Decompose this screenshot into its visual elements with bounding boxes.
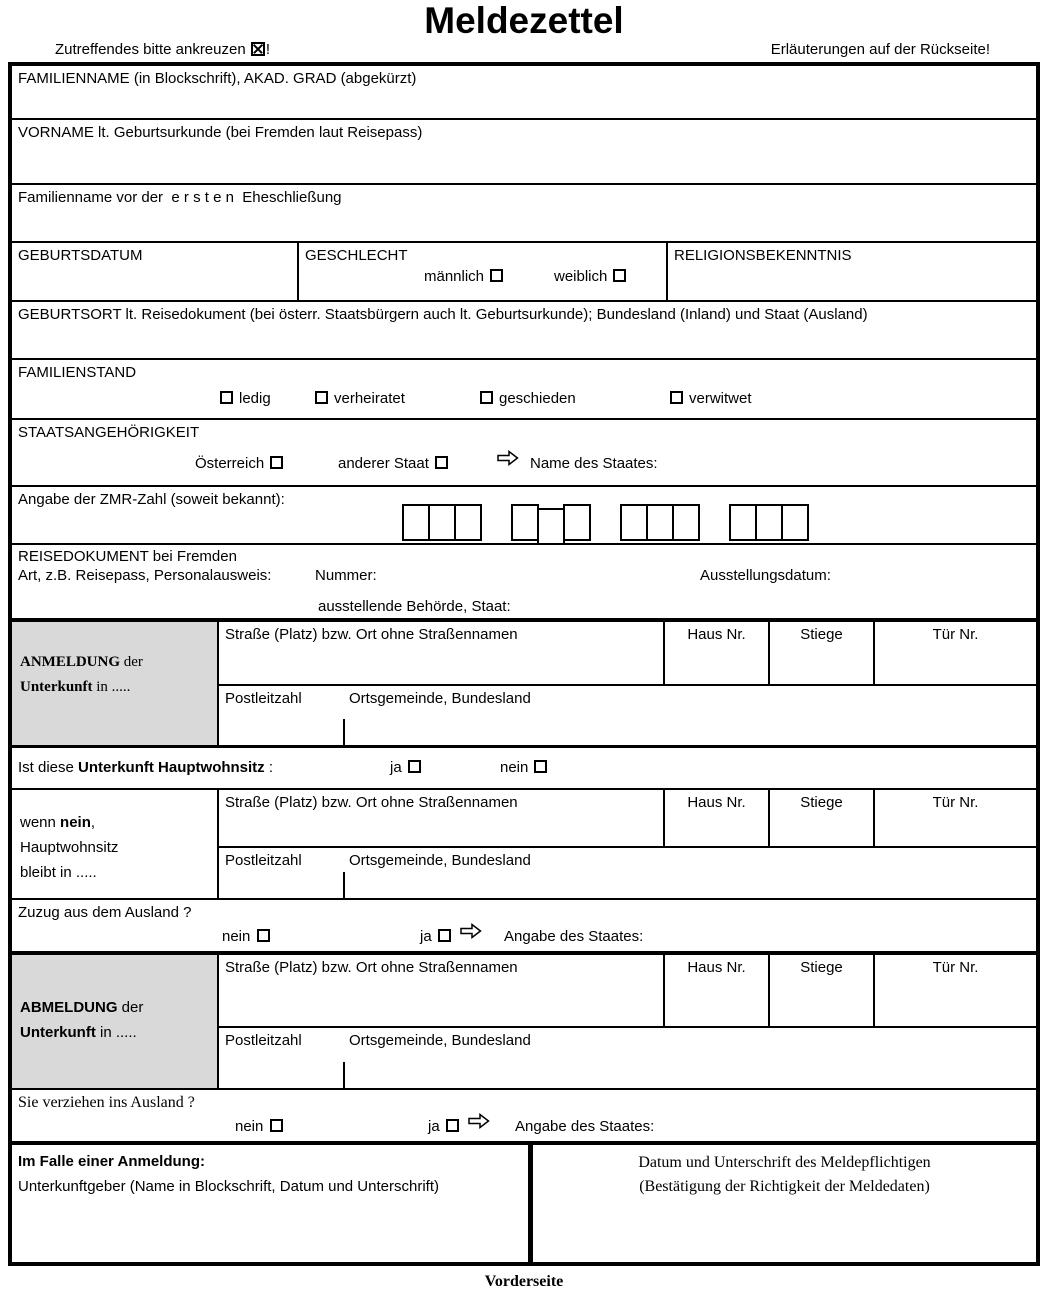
option-oesterreich-label: Österreich [195, 455, 265, 472]
zuzug-staat-field[interactable]: Angabe des Staates: [504, 928, 644, 945]
abmeldung-line2 [20, 1020, 217, 1045]
option-verziehen-ja [428, 1117, 459, 1136]
zmr-group-4 [729, 504, 809, 545]
field-familienname-vor-ehe[interactable] [12, 185, 1036, 243]
zmr-digit-cell[interactable] [729, 504, 757, 541]
anmeldung-stiege-field[interactable] [768, 622, 873, 684]
abmeldung-line1 [20, 995, 217, 1020]
abmeldung-unterkunft: Unterkunft [20, 1024, 96, 1041]
ortsgemeinde-header: Ortsgemeinde, Bundesland [349, 690, 531, 707]
anmeldung-hausnr-field[interactable] [663, 622, 768, 684]
anmeldung-word: ANMELDUNG [20, 654, 120, 670]
arrow-right-icon [460, 923, 482, 942]
anmeldung-fall-label: Im Falle einer Anmeldung: [18, 1153, 205, 1170]
field-familienname-label: FAMILIENNAME (in Blockschrift), AKAD. GRAD (abgekürzt) [18, 70, 417, 87]
unterkunftgeber-box[interactable] [12, 1145, 533, 1262]
field-staatsangehoerigkeit-label: STAATSANGEHÖRIGKEIT [18, 424, 200, 441]
option-ja-label: ja [420, 928, 432, 945]
abmeldung-side-label [12, 955, 219, 1088]
zmr-digit-cell[interactable] [454, 504, 482, 541]
zmr-digit-boxes [402, 504, 809, 545]
field-vorname[interactable] [12, 120, 1036, 185]
meldepflichtiger-signature-box[interactable] [533, 1145, 1036, 1262]
signature-line2: (Bestätigung der Richtigkeit der Meldedaten) [639, 1178, 930, 1195]
anmeldung-strasse-field[interactable] [219, 622, 663, 684]
zmr-group-1 [402, 504, 482, 545]
option-verwitwet-label: verwitwet [689, 390, 752, 407]
field-geschlecht [299, 243, 668, 300]
wenn-nein-line2: Hauptwohnsitz [20, 839, 119, 856]
hauptwohnsitz-hausnr-field[interactable] [663, 790, 768, 846]
form-body [8, 62, 1040, 1266]
field-geburtsort-label: GEBURTSORT lt. Reisedokument (bei österr. Staatsbürgern auch lt. Geburtsurkunde); Bundesland (Inland) und Staat (Ausland) [18, 306, 868, 323]
checkbox-anderer-staat[interactable] [435, 456, 448, 469]
option-hauptwohnsitz-ja [390, 758, 421, 777]
famname-prior-spaced: e r s t e n [171, 189, 234, 206]
question-hauptwohnsitz-text [18, 758, 273, 777]
field-familienname[interactable] [12, 66, 1036, 120]
anmeldung-side-label [12, 622, 219, 745]
option-hauptwohnsitz-nein [500, 758, 547, 777]
signature-boxes [12, 1145, 1036, 1262]
hauptwohnsitz-plz-row[interactable] [219, 848, 1036, 898]
field-geburtsort[interactable] [12, 302, 1036, 360]
stiege-header: Stiege [800, 959, 843, 976]
option-ledig-label: ledig [239, 390, 271, 407]
abmeldung-address [219, 955, 1036, 1088]
field-geburtsdatum-label: GEBURTSDATUM [18, 247, 143, 264]
abmeldung-address-top [219, 955, 1036, 1028]
wenn-nein-line3: bleibt in ..... [20, 864, 97, 881]
stiege-header: Stiege [800, 626, 843, 643]
field-staatsangehoerigkeit [12, 420, 1036, 487]
abmeldung-stiege-field[interactable] [768, 955, 873, 1026]
checkbox-weiblich[interactable] [613, 269, 626, 282]
field-geschlecht-label: GESCHLECHT [305, 247, 408, 264]
strasse-header: Straße (Platz) bzw. Ort ohne Straßennamen [225, 959, 518, 976]
wenn-nein-side-label [12, 790, 219, 898]
field-vorname-label: VORNAME lt. Geburtsurkunde (bei Fremden laut Reisepass) [18, 124, 423, 141]
tuernr-header: Tür Nr. [932, 626, 979, 643]
option-verheiratet [315, 389, 405, 408]
checkbox-verziehen-ja[interactable] [446, 1119, 459, 1132]
tuernr-header: Tür Nr. [932, 959, 979, 976]
unterkunftgeber-label: Unterkunftgeber (Name in Blockschrift, Datum und Unterschrift) [18, 1178, 439, 1195]
comma: , [90, 814, 96, 831]
arrow-right-icon [468, 1113, 490, 1132]
hauptwohnsitz-colon: : [264, 759, 274, 776]
question-zuzug-text: Zuzug aus dem Ausland ? [18, 904, 192, 921]
abmeldung-tuernr-field[interactable] [873, 955, 1036, 1026]
option-weiblich-label: weiblich [554, 268, 608, 285]
field-reisedokument [12, 545, 1036, 622]
hauptwohnsitz-tuernr-field[interactable] [873, 790, 1036, 846]
abmeldung-word: ABMELDUNG [20, 999, 118, 1016]
wenn-nein-line1 [20, 810, 217, 835]
option-weiblich [554, 267, 626, 286]
page-title: Meldezettel [424, 0, 624, 41]
ortsgemeinde-header: Ortsgemeinde, Bundesland [349, 1032, 531, 1049]
checkbox-hauptwohnsitz-ja[interactable] [408, 760, 421, 773]
plz-header: Postleitzahl [225, 1032, 302, 1049]
option-maennlich-label: männlich [424, 268, 485, 285]
anmeldung-plz-row[interactable] [219, 686, 1036, 745]
checkbox-zuzug-nein[interactable] [257, 929, 270, 942]
anmeldung-rest1: der [120, 654, 143, 670]
verziehen-staat-field[interactable]: Angabe des Staates: [515, 1118, 655, 1135]
checkbox-maennlich[interactable] [490, 269, 503, 282]
strasse-header: Straße (Platz) bzw. Ort ohne Straßennamen [225, 794, 518, 811]
zmr-digit-cell[interactable] [646, 504, 674, 541]
reisedokument-behoerde-field[interactable]: ausstellende Behörde, Staat: [318, 598, 511, 615]
zmr-digit-cell[interactable] [428, 504, 456, 541]
field-zmr [12, 487, 1036, 545]
checkbox-zuzug-ja[interactable] [438, 929, 451, 942]
hauptwohnsitz-strasse-field[interactable] [219, 790, 663, 846]
option-geschieden [480, 389, 576, 408]
page-footer: Vorderseite [484, 1273, 564, 1290]
section-hauptwohnsitz-bleibt [12, 790, 1036, 900]
zmr-digit-cell[interactable] [672, 504, 700, 541]
anmeldung-line2 [20, 675, 217, 700]
hausnr-header: Haus Nr. [687, 626, 746, 643]
checkbox-hauptwohnsitz-nein[interactable] [534, 760, 547, 773]
option-nein-label: nein [235, 1118, 264, 1135]
field-familienstand [12, 360, 1036, 420]
hausnr-header: Haus Nr. [687, 959, 746, 976]
question-verziehen-text: Sie verziehen ins Ausland ? [18, 1094, 195, 1111]
option-verwitwet [670, 389, 752, 408]
option-ja-label: ja [428, 1118, 440, 1135]
zmr-digit-cell[interactable] [402, 504, 430, 541]
abmeldung-rest1: der [117, 999, 144, 1016]
field-geburtsdatum[interactable] [12, 243, 299, 300]
arrow-right-icon [497, 450, 519, 469]
anmeldung-unterkunft: Unterkunft [20, 679, 93, 695]
option-nein-label: nein [222, 928, 251, 945]
anmeldung-tuernr-field[interactable] [873, 622, 1036, 684]
field-religionsbekenntnis[interactable] [668, 243, 1036, 300]
option-nein-label: nein [500, 759, 529, 776]
field-zmr-label: Angabe der ZMR-Zahl (soweit bekannt): [18, 491, 285, 508]
hauptwohnsitz-stiege-field[interactable] [768, 790, 873, 846]
name-des-staates-field[interactable]: Name des Staates: [530, 455, 658, 472]
anmeldung-address-top [219, 622, 1036, 686]
hauptwohnsitz-pre: Ist diese [18, 759, 79, 776]
hausnr-header: Haus Nr. [687, 794, 746, 811]
zmr-digit-cell[interactable] [781, 504, 809, 541]
hauptwohnsitz-bold: Unterkunft Hauptwohnsitz [78, 759, 265, 776]
reisedokument-line1: REISEDOKUMENT bei Fremden [18, 548, 237, 565]
abmeldung-rest2: in ..... [95, 1024, 137, 1041]
option-verziehen-nein [235, 1117, 283, 1136]
zmr-group-2 [511, 504, 591, 545]
row-geburtsdatum-geschlecht-religion [12, 243, 1036, 302]
reisedokument-art-label: Art, z.B. Reisepass, Personalausweis: [18, 567, 272, 584]
anmeldung-line1 [20, 650, 217, 675]
checkbox-ledig[interactable] [220, 391, 233, 404]
header-notes [0, 41, 1048, 62]
zmr-group-3 [620, 504, 700, 545]
nein-bold: nein [60, 814, 91, 831]
checkbox-verziehen-nein[interactable] [270, 1119, 283, 1132]
abmeldung-hausnr-field[interactable] [663, 955, 768, 1026]
checkbox-oesterreich[interactable] [270, 456, 283, 469]
abmeldung-strasse-field[interactable] [219, 955, 663, 1026]
checked-box-icon [251, 42, 265, 56]
anmeldung-address [219, 622, 1036, 745]
option-anderer-staat [338, 454, 448, 473]
note-ankreuzen [55, 41, 270, 58]
plz-header: Postleitzahl [225, 852, 302, 869]
hauptwohnsitz-address-top [219, 790, 1036, 848]
field-religionsbekenntnis-label: RELIGIONSBEKENNTNIS [674, 247, 852, 264]
option-zuzug-nein [222, 927, 270, 946]
option-verheiratet-label: verheiratet [334, 390, 405, 407]
zmr-digit-cell[interactable] [511, 504, 539, 541]
plz-divider-tick [343, 719, 345, 745]
famname-prior-pre: Familienname vor der [18, 189, 164, 206]
plz-divider-tick [343, 872, 345, 898]
option-oesterreich [195, 454, 283, 473]
famname-prior-post: Eheschließung [242, 189, 342, 206]
field-familienstand-label: FAMILIENSTAND [18, 364, 137, 381]
option-ledig [220, 389, 271, 408]
note-ankreuzen-suffix: ! [265, 41, 271, 58]
zmr-digit-cell[interactable] [620, 504, 648, 541]
zmr-digit-cell[interactable] [563, 504, 591, 541]
hauptwohnsitz-address [219, 790, 1036, 898]
wenn-text: wenn [20, 814, 61, 831]
ortsgemeinde-header: Ortsgemeinde, Bundesland [349, 852, 531, 869]
option-zuzug-ja [420, 927, 451, 946]
signature-row [12, 1145, 1036, 1262]
plz-divider-tick [343, 1062, 345, 1088]
reisedokument-nummer-field[interactable]: Nummer: [315, 567, 377, 584]
field-familienname-vor-ehe-label [18, 188, 342, 207]
question-zuzug [12, 900, 1036, 955]
option-ja-label: ja [390, 759, 402, 776]
note-rueckseite: Erläuterungen auf der Rückseite! [770, 41, 990, 58]
checkbox-geschieden[interactable] [480, 391, 493, 404]
section-abmeldung [12, 955, 1036, 1090]
zmr-digit-cell[interactable] [537, 508, 565, 545]
signature-line1: Datum und Unterschrift des Meldepflichtigen [638, 1154, 931, 1171]
note-ankreuzen-text: Zutreffendes bitte ankreuzen [55, 41, 246, 58]
question-hauptwohnsitz [12, 748, 1036, 790]
checkbox-verheiratet[interactable] [315, 391, 328, 404]
question-verziehen [12, 1090, 1036, 1145]
strasse-header: Straße (Platz) bzw. Ort ohne Straßennamen [225, 626, 518, 643]
option-maennlich [424, 267, 503, 286]
abmeldung-plz-row[interactable] [219, 1028, 1036, 1088]
option-anderer-staat-label: anderer Staat [338, 455, 429, 472]
zmr-digit-cell[interactable] [755, 504, 783, 541]
reisedokument-ausstellungsdatum-field[interactable]: Ausstellungsdatum: [700, 567, 831, 584]
plz-header: Postleitzahl [225, 690, 302, 707]
section-anmeldung [12, 622, 1036, 748]
checkbox-verwitwet[interactable] [670, 391, 683, 404]
tuernr-header: Tür Nr. [932, 794, 979, 811]
option-geschieden-label: geschieden [499, 390, 576, 407]
anmeldung-rest2: in ..... [92, 679, 131, 695]
stiege-header: Stiege [800, 794, 843, 811]
